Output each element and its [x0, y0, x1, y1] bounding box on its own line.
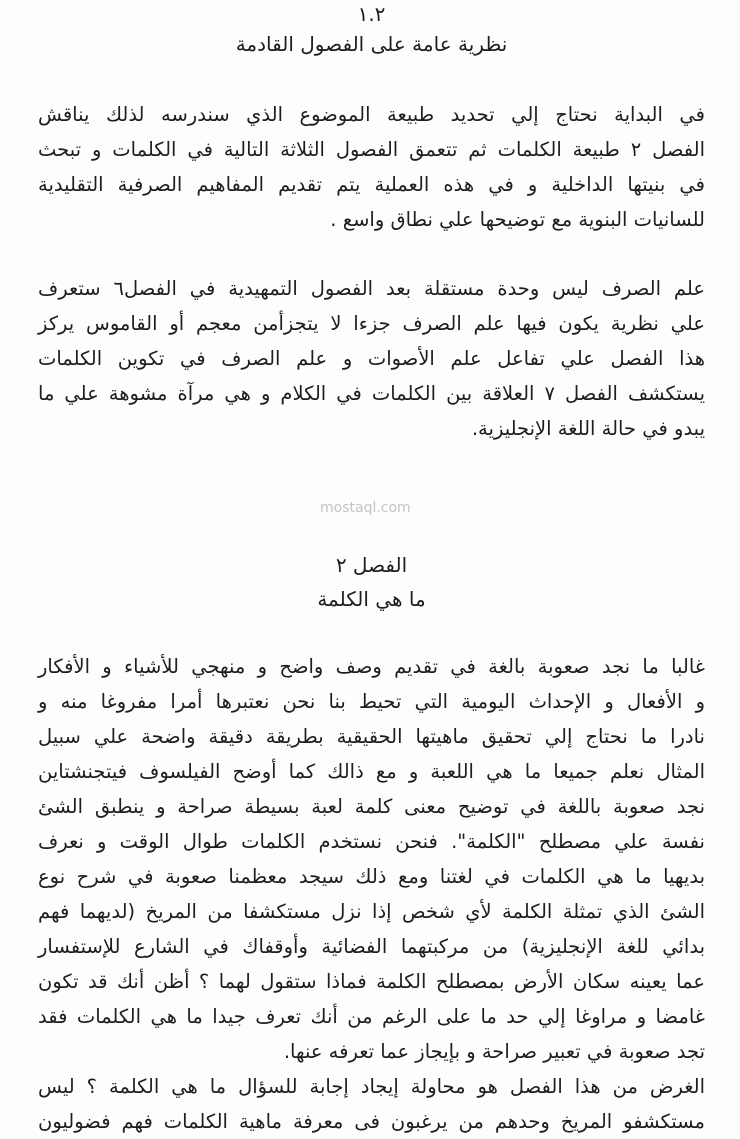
text-line: نجد صعوبة باللغة في توضيح معنى كلمة لعبة بسيطة صراحة و ينطبق الشئ [38, 795, 705, 818]
text-line: الشئ الذي تمثلة الكلمة لأي شخص إذا نزل مستكشفا من المريخ (لديهما فهم [38, 900, 705, 923]
text-line: غالبا ما نجد صعوبة بالغة في تقديم وصف واضح و منهجي للأشياء و الأفكار [38, 655, 705, 678]
text-line: يبدو في حالة اللغة الإنجليزية. [471, 417, 705, 440]
section-title: نظرية عامة على الفصول القادمة [235, 32, 508, 56]
text-line: هذا الفصل علي تفاعل علم الأصوات و علم الصرف في تكوين الكلمات [38, 347, 705, 370]
text-line: و الأفعال و الإحداث اليومية التي تحيط بنا نحن نعتبرها أمرا مفروغا منه و [38, 690, 705, 713]
text-line: المثال نعلم جميعا ما هي اللعبة و مع ذالك كما أوضح الفيلسوف فيتجنشتاين [38, 760, 705, 783]
chapter-title: ما هي الكلمة [317, 587, 426, 611]
text-line: الفصل ٢ طبيعة الكلمات ثم تتعمق الفصول الثلاثة التالية في الكلمات و تبحث [38, 138, 705, 161]
text-line: علي نظرية يكون فيها علم الصرف جزءا لا يتجزأمن معجم أو القاموس يركز [38, 312, 705, 335]
text-line: الغرض من هذا الفصل هو محاولة إيجاد إجابة للسؤال ما هي الكلمة ؟ ليس [38, 1075, 705, 1098]
watermark: mostaql.com [320, 500, 411, 516]
text-line: في بنيتها الداخلية و في هذه العملية يتم تقديم المفاهيم الصرفية التقليدية [38, 173, 705, 196]
text-line: بديهيا ما هي الكلمات في لغتنا ومع ذلك سيجد معظمنا صعوبة في شرح نوع [38, 865, 705, 888]
chapter-number: الفصل ٢ [335, 553, 408, 577]
paragraph-overview [38, 97, 705, 237]
text-line: يستكشف الفصل ٧ العلاقة بين الكلمات في الكلام و هي مرآة مشوهة علي ما [38, 382, 705, 405]
section-number: ١.٢ [357, 2, 386, 26]
text-line: غامضا و مراوغا إلي حد ما على الرغم من أنك تعرف جيدا ما هي الكلمات فقد [38, 1005, 705, 1028]
text-line: نادرا ما نحتاج إلي تحقيق ماهيتها الحقيقية بطريقة دقيقة واضحة علي سبيل [38, 725, 705, 748]
text-line: بدائي للغة الإنجليزية) من مركبتهما الفضائية وأوقفاك في الشارع للإستفسار [38, 935, 705, 958]
text-line: نفسة علي مصطلح "الكلمة". فنحن نستخدم الكلمات طوال الوقت و نعرف [38, 830, 705, 853]
text-line: في البداية نحتاج إلي تحديد طبيعة الموضوع الذي سندرسه لذلك يناقش [38, 103, 705, 126]
paragraph-what-is-word [38, 649, 705, 1139]
text-line: تجد صعوبة في تعبير صراحة و بإيجاز عما تعرفه عنها. [283, 1040, 705, 1063]
text-line: للسانيات البنوية مع توضيحها علي نطاق واسع . [330, 208, 705, 231]
text-line: مستكشفو المريخ وحدهم من يرغبون فى معرفة ماهية الكلمات فهم فضوليون [38, 1110, 705, 1133]
text-line: عما يعينه سكان الأرض بمصطلح الكلمة فماذا ستقول لهما ؟ أظن أنك قد تكون [38, 970, 705, 993]
text-line: علم الصرف ليس وحدة مستقلة بعد الفصول التمهيدية في الفصل٦ ستعرف [38, 277, 705, 300]
paragraph-morphology [38, 271, 705, 446]
